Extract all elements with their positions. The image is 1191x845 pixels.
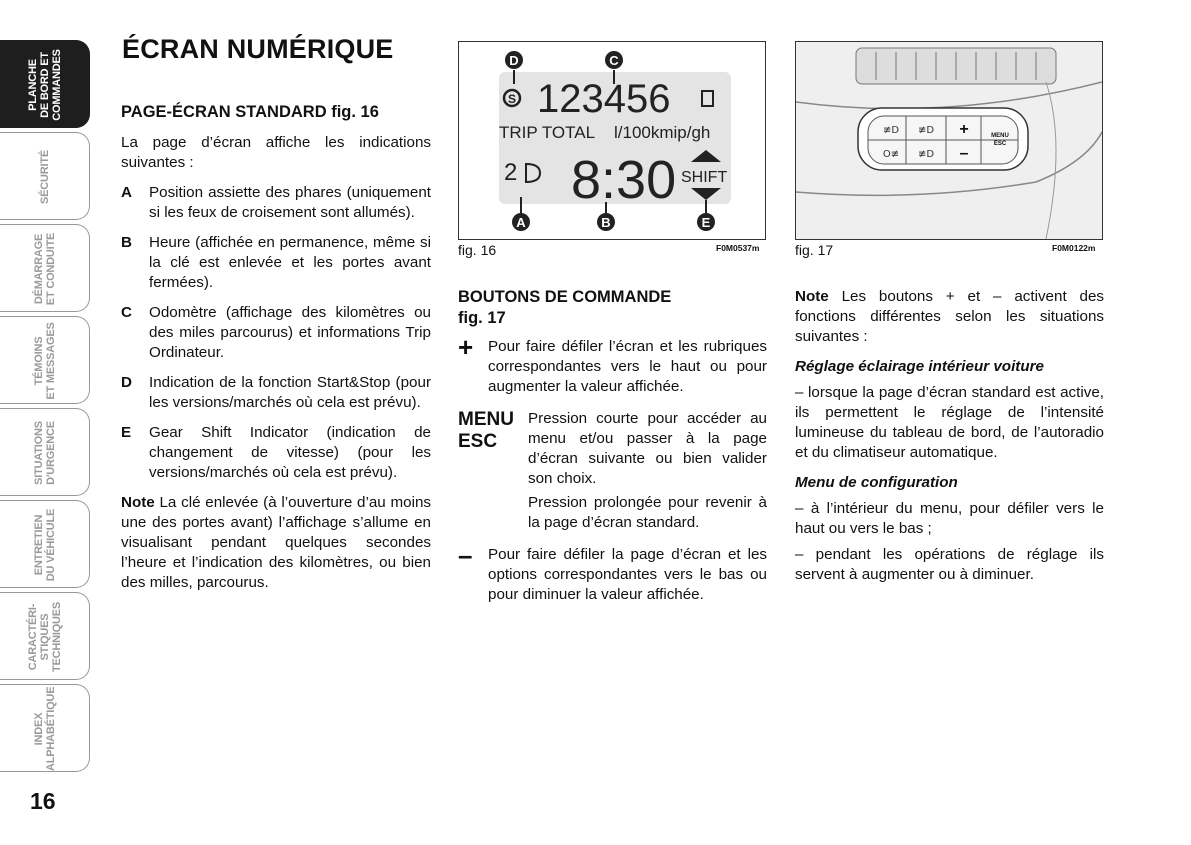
note-paragraph: Note La clé enlevée (à l’ouverture d’au moins une des portes avant) l’affichage s’allume en visualisant pendant quelques secondes l’heure et l’indication des kilomètres, ou bien des milles, parcourus. — [121, 494, 431, 591]
figure-17-buttons — [795, 41, 1103, 240]
config-menu-text1: – à l’intérieur du menu, pour défiler vers le haut ou vers le bas ; — [795, 500, 1104, 537]
plus-key: + — [959, 121, 969, 138]
buttons-heading-fig: fig. 17 — [458, 309, 506, 327]
svg-text:S: S — [507, 92, 517, 106]
tab-situations-urgence[interactable]: SITUATIONS D'URGENCE — [0, 408, 90, 496]
svg-text:E: E — [701, 215, 711, 230]
menu-esc-description: MENU ESC Pression courte pour accéder au menu et/ou passer à la page d’écran suivante ou bien valider son choix. — [458, 409, 767, 487]
svg-text:A: A — [516, 215, 526, 230]
fig17-code: F0M0122m — [1052, 243, 1096, 253]
tab-demarrage[interactable]: DÉMARRAGE ET CONDUITE — [0, 224, 90, 312]
page-number: 16 — [30, 788, 56, 814]
menu-esc-long-press: Pression prolongée pour revenir à la page d’écran standard. — [528, 494, 767, 531]
odometer-digits: 123456 — [537, 77, 671, 121]
interior-lighting-heading: Réglage éclairage intérieur voiture — [795, 358, 1044, 375]
config-menu-text2: – pendant les opérations de réglage ils servent à augmenter ou à diminuer. — [795, 546, 1104, 583]
left-column — [121, 102, 431, 593]
light-icon: ≢D — [917, 125, 935, 136]
units-label: l/100kmip/gh — [614, 123, 711, 142]
page-title: ÉCRAN NUMÉRIQUE — [122, 34, 394, 64]
shift-label: SHIFT — [681, 169, 728, 186]
tab-caracteristiques[interactable]: CARACTÉRI- STIQUES TECHNIQUES — [0, 592, 90, 680]
config-menu-heading: Menu de configuration — [795, 474, 958, 491]
intro-text: La page d’écran affiche les indications suivantes : — [121, 134, 431, 171]
tab-index[interactable]: INDEX ALPHABÉTIQUE — [0, 684, 90, 772]
svg-text:C: C — [609, 53, 619, 68]
section-heading: PAGE-ÉCRAN STANDARD fig. 16 — [121, 103, 379, 121]
minus-key: – — [959, 145, 969, 162]
tab-temoins[interactable]: TÉMOINS ET MESSAGES — [0, 316, 90, 404]
buttons-heading: BOUTONS DE COMMANDE — [458, 288, 672, 306]
trip-label: TRIP TOTAL — [499, 123, 596, 142]
list-item: B Heure (affichée en permanence, même si la clé est enlevée et les portes avant fermées). — [121, 234, 431, 291]
buttons-illustration — [796, 42, 1102, 239]
minus-symbol: – — [458, 540, 473, 570]
plus-symbol: + — [458, 332, 474, 362]
svg-text:D: D — [509, 53, 519, 68]
list-item: D Indication de la fonction Start&Stop (pour les versions/marchés où cela est prévu). — [121, 374, 431, 411]
tab-planche-de-bord[interactable]: PLANCHE DE BORD ET COMMANDES — [0, 40, 90, 128]
clock-digits: 8:30 — [571, 150, 677, 210]
display-illustration — [459, 42, 765, 239]
fog-light-icon: ≢D — [882, 125, 900, 136]
svg-text:B: B — [601, 215, 611, 230]
figure-16-display — [458, 41, 766, 240]
right-column — [795, 287, 1104, 585]
list-item: C Odomètre (affichage des kilomètres ou des miles parcourus) et informations Trip Ordinateur. — [121, 304, 431, 361]
menu-esc-symbol: MENU ESC — [458, 409, 514, 452]
lamp-level: 2 — [504, 159, 518, 186]
interior-lighting-text: – lorsque la page d’écran standard est active, ils permettent le réglage de l’intensité lumineuse du tableau de bord, de l’autoradio et du climatiseur automatique. — [795, 384, 1104, 461]
tab-entretien[interactable]: ENTRETIEN DU VÉHICULE — [0, 500, 90, 588]
buttons-note: Note Les boutons + et – activent des fonctions différentes selon les situations suivantes : — [795, 288, 1104, 345]
tab-securite[interactable]: SÉCURITÉ — [0, 132, 90, 220]
fig17-caption: fig. 17 — [795, 242, 834, 258]
fig16-caption: fig. 16 — [458, 242, 497, 258]
plus-button-description: + Pour faire défiler l’écran et les rubriques correspondantes vers le haut ou pour augmenter la valeur affichée. — [458, 332, 767, 395]
headlamp-adjust-icon: ≢D — [917, 149, 935, 160]
minus-button-description: – Pour faire défiler la page d’écran et les options correspondantes vers le bas ou pour diminuer la valeur affichée. — [458, 540, 767, 603]
menu-key: MENU — [991, 133, 1009, 139]
fig16-code: F0M0537m — [716, 243, 760, 253]
middle-column — [458, 287, 767, 617]
svg-text:ESC: ESC — [993, 141, 1007, 147]
list-item: E Gear Shift Indicator (indication de changement de vitesse) (pour les versions/marchés où cela est prévu). — [121, 424, 431, 481]
list-item: A Position assiette des phares (uniquement si les feux de croisement sont allumés). — [121, 184, 431, 221]
rear-fog-icon: O≢ — [882, 149, 900, 160]
